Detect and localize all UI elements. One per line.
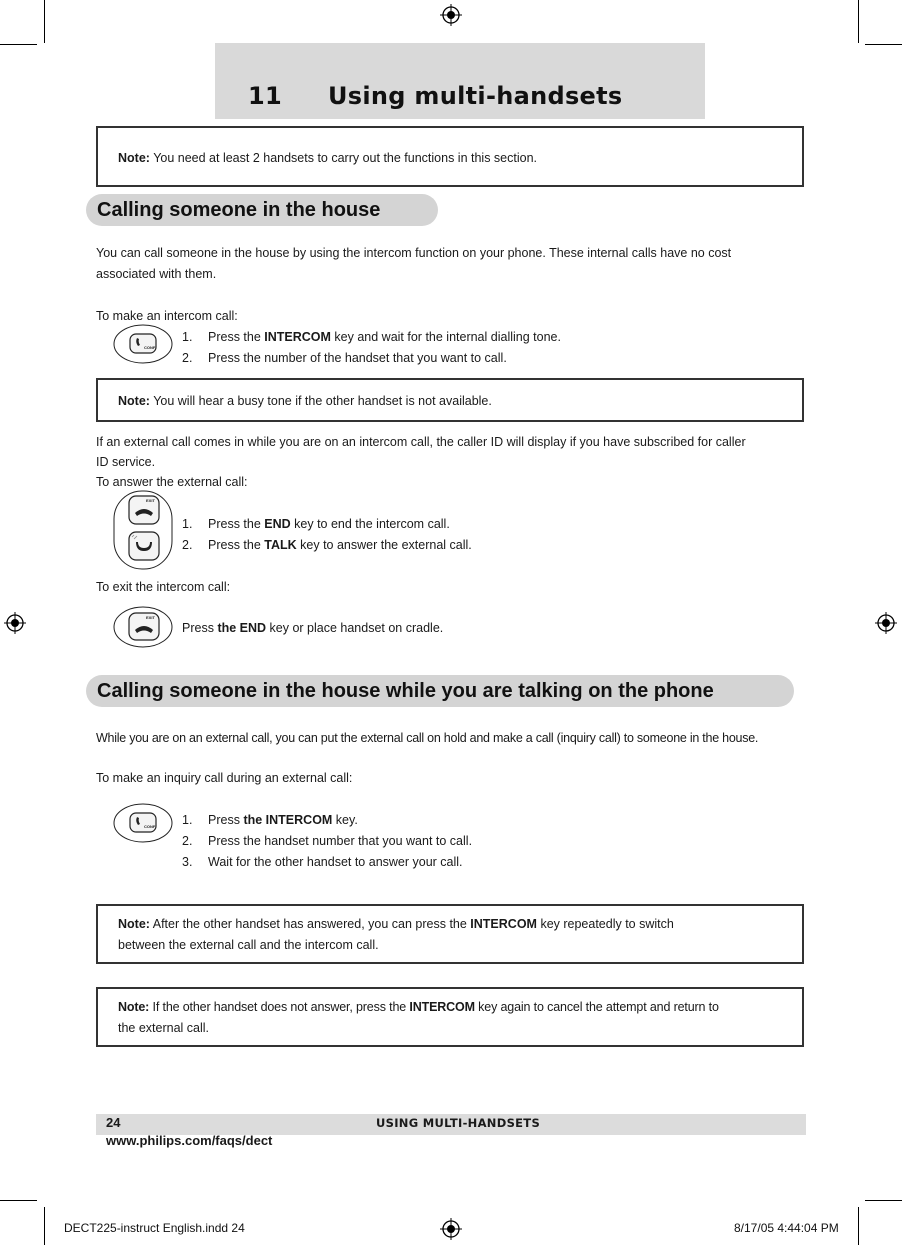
footer-url[interactable]: www.philips.com/faqs/dect: [106, 1133, 273, 1148]
step-number: 2.: [182, 834, 193, 848]
section-heading: Calling someone in the house: [86, 194, 438, 226]
note-label: Note:: [118, 917, 150, 931]
step-text: Press the: [208, 538, 265, 552]
step-number: 1.: [182, 813, 193, 827]
step-number: 2.: [182, 538, 193, 552]
crop-mark: [0, 44, 37, 45]
step-text: Press the handset number that you want to call.: [208, 834, 473, 848]
crop-mark: [858, 0, 859, 43]
instruction-label: To answer the external call:: [96, 475, 248, 489]
note-body: If the other handset does not answer, press the: [149, 1000, 410, 1014]
key-conf-label: CONF: [144, 345, 156, 350]
note-body: key again to cancel the attempt and return to: [474, 1000, 719, 1014]
step-number: 1.: [182, 330, 193, 344]
note-text: [118, 914, 674, 935]
key-exit-label: EXIT: [146, 615, 155, 620]
note-key: INTERCOM: [470, 917, 537, 931]
note-key: INTERCOM: [409, 1000, 475, 1014]
chapter-title-text: Using multi-handsets: [328, 82, 623, 110]
note-text: [118, 148, 537, 169]
paragraph: If an external call comes in while you are on an intercom call, the caller ID will display if you have subscribed for caller: [96, 435, 746, 449]
note-box: [96, 378, 804, 422]
note-body: After the other handset has answered, you can press the: [149, 917, 471, 931]
step-text: Press the: [208, 330, 265, 344]
crop-mark: [858, 1207, 859, 1245]
note-body: You need at least 2 handsets to carry out the functions in this section.: [149, 151, 538, 165]
chapter-number: 11: [248, 82, 282, 110]
note-box: [96, 904, 804, 964]
slug-filename: DECT225-instruct English.indd 24: [64, 1221, 245, 1235]
step-text: key and wait for the internal dialling tone.: [330, 330, 561, 344]
step-number: 1.: [182, 517, 193, 531]
paragraph: You can call someone in the house by using the intercom function on your phone. These internal calls have no cost: [96, 246, 732, 260]
registration-mark-icon: [440, 1218, 462, 1240]
instruction-label: To exit the intercom call:: [96, 580, 231, 594]
step-key: INTERCOM: [264, 330, 331, 344]
note-text: [118, 391, 492, 412]
step-number: 2.: [182, 351, 193, 365]
step-text: key to answer the external call.: [296, 538, 472, 552]
note-box: [96, 126, 804, 187]
crop-mark: [44, 0, 45, 43]
intercom-key-icon: [113, 324, 173, 364]
instruction-label: To make an inquiry call during an external call:: [96, 771, 353, 785]
end-talk-keys-icon: [113, 490, 173, 570]
note-text: between the external call and the intercom call.: [118, 938, 379, 952]
key-conf-label: CONF: [144, 824, 156, 829]
step-text: key.: [332, 813, 358, 827]
paragraph: associated with them.: [96, 267, 217, 281]
slug-timestamp: 8/17/05 4:44:04 PM: [734, 1221, 839, 1235]
chapter-title: [248, 82, 622, 110]
step-text: Press the: [208, 517, 265, 531]
note-text: the external call.: [118, 1021, 210, 1035]
note-label: Note:: [118, 1000, 150, 1014]
crop-mark: [865, 1200, 902, 1201]
step-text: key or place handset on cradle.: [266, 621, 444, 635]
note-box: [96, 987, 804, 1047]
intercom-key-icon: [113, 803, 173, 843]
paragraph: ID service.: [96, 455, 156, 469]
note-body: You will hear a busy tone if the other handset is not available.: [149, 394, 492, 408]
crop-mark: [44, 1207, 45, 1245]
note-label: Note:: [118, 394, 150, 408]
end-key-icon: [113, 606, 173, 648]
note-text: [118, 997, 719, 1018]
key-exit-label: EXIT: [146, 498, 155, 503]
step-key: TALK: [264, 538, 297, 552]
registration-mark-icon: [4, 612, 26, 634]
instruction-label: To make an intercom call:: [96, 309, 238, 323]
step-text: Wait for the other handset to answer your call.: [208, 855, 463, 869]
step-key: the END: [217, 621, 267, 635]
step-text: Press the number of the handset that you want to call.: [208, 351, 507, 365]
step-text: Press: [182, 621, 218, 635]
paragraph: While you are on an external call, you can put the external call on hold and make a call (inquiry call) to someone in the house.: [96, 731, 759, 745]
section-heading: Calling someone in the house while you are talking on the phone: [86, 675, 794, 707]
note-body: key repeatedly to switch: [536, 917, 674, 931]
step-text: Press: [208, 813, 244, 827]
crop-mark: [865, 44, 902, 45]
registration-mark-icon: [440, 4, 462, 26]
footer-title: USING MULTI-HANDSETS: [376, 1116, 541, 1130]
step-key: END: [264, 517, 291, 531]
step-key: the INTERCOM: [243, 813, 333, 827]
step-number: 3.: [182, 855, 193, 869]
step-text: key to end the intercom call.: [290, 517, 450, 531]
page-number: 24: [106, 1115, 121, 1130]
registration-mark-icon: [875, 612, 897, 634]
note-label: Note:: [118, 151, 150, 165]
crop-mark: [0, 1200, 37, 1201]
